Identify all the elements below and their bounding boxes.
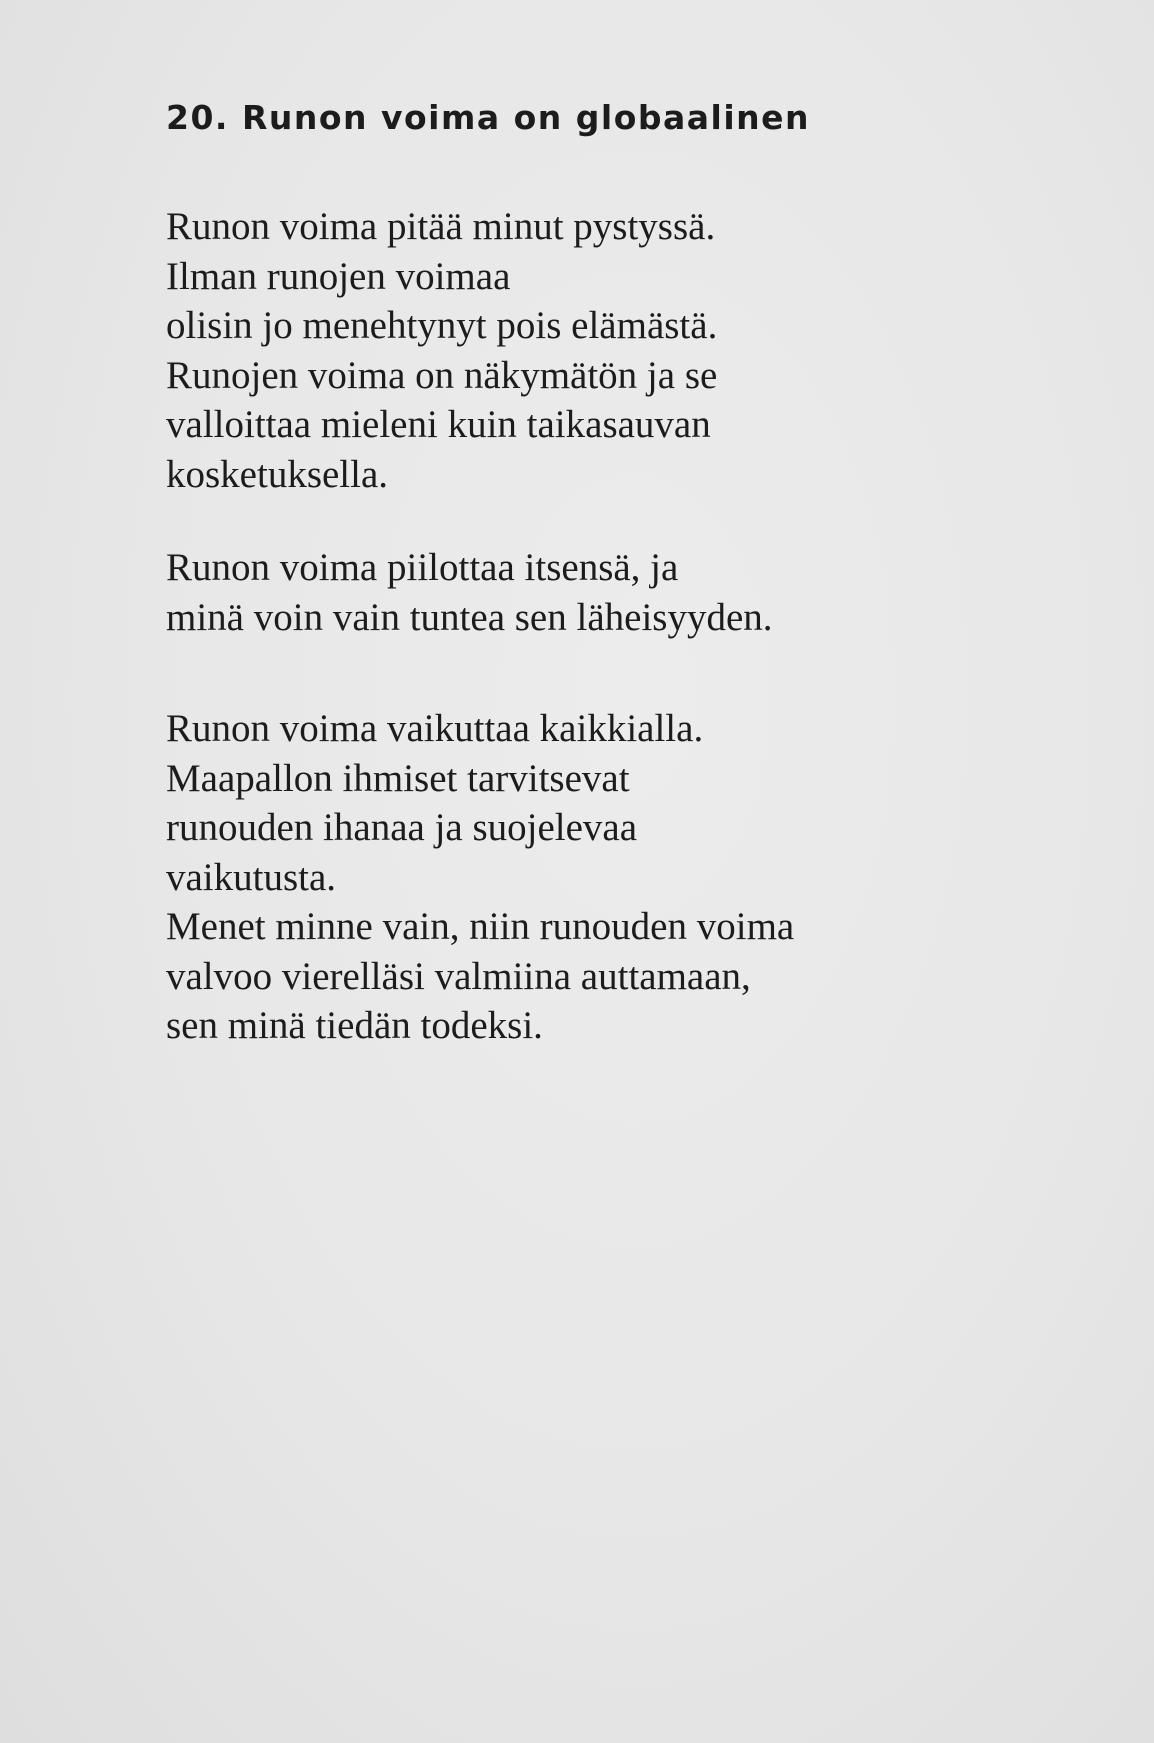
poem-line: runouden ihanaa ja suojelevaa bbox=[166, 806, 638, 849]
poem-line: valvoo vierelläsi valmiina auttamaan, bbox=[166, 954, 751, 998]
poem-line: valloittaa mieleni kuin taikasauvan bbox=[166, 403, 711, 446]
poem-line: Ilman runojen voimaa bbox=[166, 254, 511, 298]
poem-line: Menet minne vain, niin runouden voima bbox=[166, 905, 795, 948]
stanza-2 bbox=[166, 543, 1066, 642]
poem-line: Runojen voima on näkymätön ja se bbox=[166, 353, 718, 397]
poem-line: Maapallon ihmiset tarvitsevat bbox=[166, 756, 630, 800]
poem bbox=[166, 92, 1066, 1051]
poem-line: Runon voima piilottaa itsensä, ja bbox=[166, 546, 679, 589]
poem-line: sen minä tiedän todeksi. bbox=[166, 1004, 543, 1047]
poem-line: Runon voima vaikuttaa kaikkialla. bbox=[166, 707, 704, 750]
poem-line: kosketuksella. bbox=[166, 452, 389, 496]
poem-title: 20. Runon voima on globaalinen bbox=[166, 98, 811, 137]
stanza-3 bbox=[166, 704, 1066, 1051]
poem-line: olisin jo menehtynyt pois elämästä. bbox=[166, 304, 718, 347]
poem-line: Runon voima pitää minut pystyssä. bbox=[166, 205, 716, 248]
stanza-1 bbox=[166, 202, 1066, 499]
poem-line: minä voin vain tuntea sen läheisyyden. bbox=[166, 595, 773, 639]
poem-line: vaikutusta. bbox=[166, 855, 337, 899]
